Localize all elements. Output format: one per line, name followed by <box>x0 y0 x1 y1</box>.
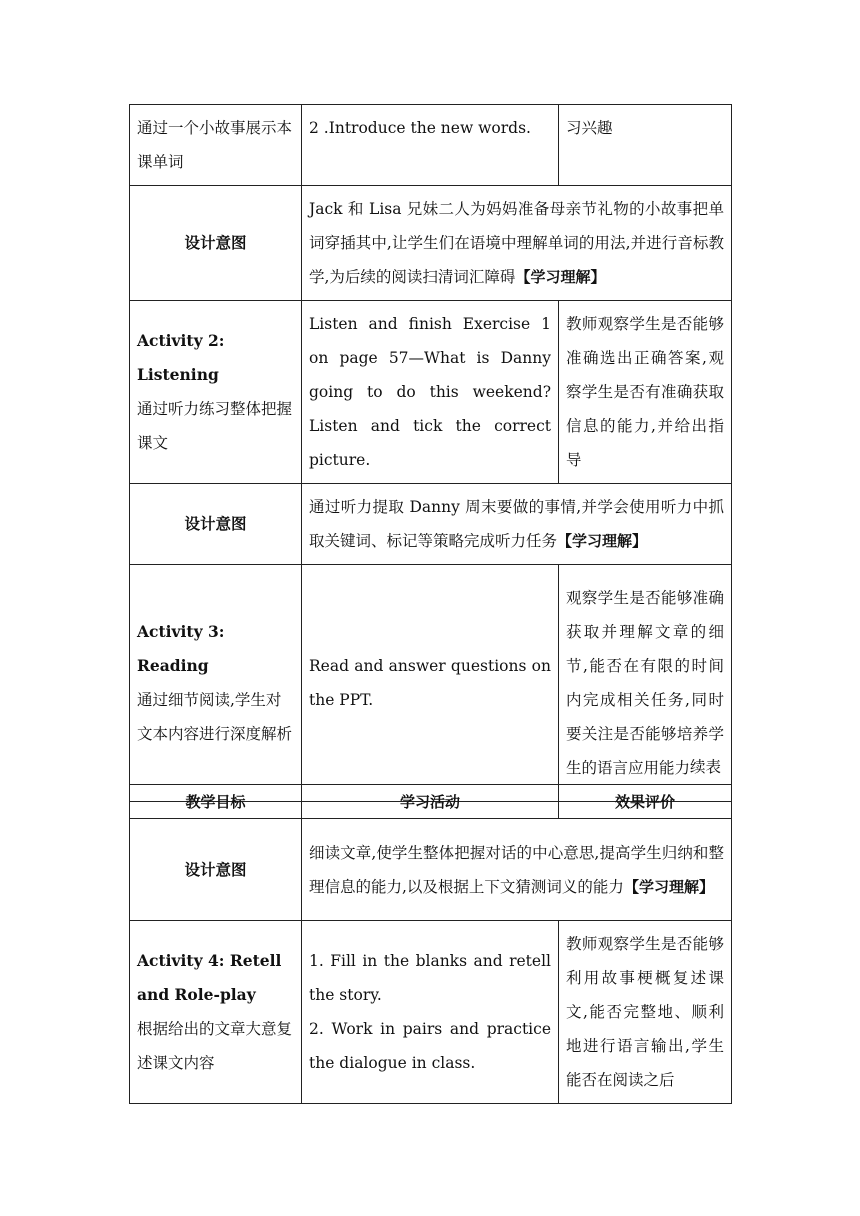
activity-goal: 通过听力练习整体把握课文 <box>137 400 293 452</box>
design-intent-text: 通过听力提取 Danny 周末要做的事情,并学会使用听力中抓取关键词、标记等策略完成听力任务【学习理解】 <box>302 484 732 565</box>
activity-cell: Read and answer questions on the PPT. <box>302 565 559 802</box>
evaluation-cell: 习兴趣 <box>559 105 732 186</box>
table-row <box>130 105 732 186</box>
activity-cell <box>302 921 559 1104</box>
activity-cell: 2 .Introduce the new words. <box>302 105 559 186</box>
activity-title: Activity 4: Retell <box>137 951 282 970</box>
goal-cell <box>130 565 302 802</box>
header-activity: 学习活动 <box>302 785 559 819</box>
design-intent-label: 设计意图 <box>130 819 302 921</box>
table-header-row <box>130 785 732 819</box>
lesson-table-2 <box>129 784 732 1104</box>
header-evaluation: 效果评价 <box>559 785 732 819</box>
activity-cell: Listen and finish Exercise 1 on page 57—What is Danny going to do this weekend? Listen and tick the correct picture. <box>302 301 559 484</box>
table-row <box>130 301 732 484</box>
table-row <box>130 484 732 565</box>
header-goal: 教学目标 <box>130 785 302 819</box>
activity-title: Activity 3: Reading <box>137 622 225 675</box>
design-intent-text: Jack 和 Lisa 兄妹二人为妈妈准备母亲节礼物的小故事把单词穿插其中,让学生们在语境中理解单词的用法,并进行音标教学,为后续的阅读扫清词汇障碍【学习理解】 <box>302 186 732 301</box>
table-row <box>130 565 732 802</box>
design-intent-label: 设计意图 <box>130 186 302 301</box>
activity-goal: 通过细节阅读,学生对文本内容进行深度解析 <box>137 691 293 743</box>
activity-step-1: 1. Fill in the blanks and retell the story. <box>309 952 551 1004</box>
activity-title: Activity 2: Listening <box>137 331 225 384</box>
lesson-table-1 <box>129 104 732 802</box>
activity-goal: 根据给出的文章大意复述课文内容 <box>137 1020 293 1072</box>
goal-cell <box>130 921 302 1104</box>
design-intent-text: 细读文章,使学生整体把握对话的中心意思,提高学生归纳和整理信息的能力,以及根据上下文猜测词义的能力【学习理解】 <box>302 819 732 921</box>
evaluation-cell: 教师观察学生是否能够准确选出正确答案,观察学生是否有准确获取信息的能力,并给出指导 <box>559 301 732 484</box>
table-row <box>130 921 732 1104</box>
activity-step-2: 2. Work in pairs and practice the dialogue in class. <box>309 1020 551 1072</box>
learning-tag: 【学习理解】 <box>515 268 606 286</box>
table-row <box>130 186 732 301</box>
continued-label: 续表 <box>690 758 722 776</box>
goal-cell <box>130 301 302 484</box>
learning-tag: 【学习理解】 <box>623 877 714 896</box>
evaluation-cell: 观察学生是否能够准确获取并理解文章的细节,能否在有限的时间内完成相关任务,同时要关注是否能够培养学生的语言应用能力 <box>559 565 732 802</box>
goal-cell: 通过一个小故事展示本课单词 <box>130 105 302 186</box>
activity-title-cont: and Role-play <box>137 985 256 1004</box>
learning-tag: 【学习理解】 <box>557 532 648 550</box>
table-row <box>130 819 732 921</box>
evaluation-cell: 教师观察学生是否能够利用故事梗概复述课文,能否完整地、顺利地进行语言输出,学生能否在阅读之后 <box>559 921 732 1104</box>
design-intent-label: 设计意图 <box>130 484 302 565</box>
